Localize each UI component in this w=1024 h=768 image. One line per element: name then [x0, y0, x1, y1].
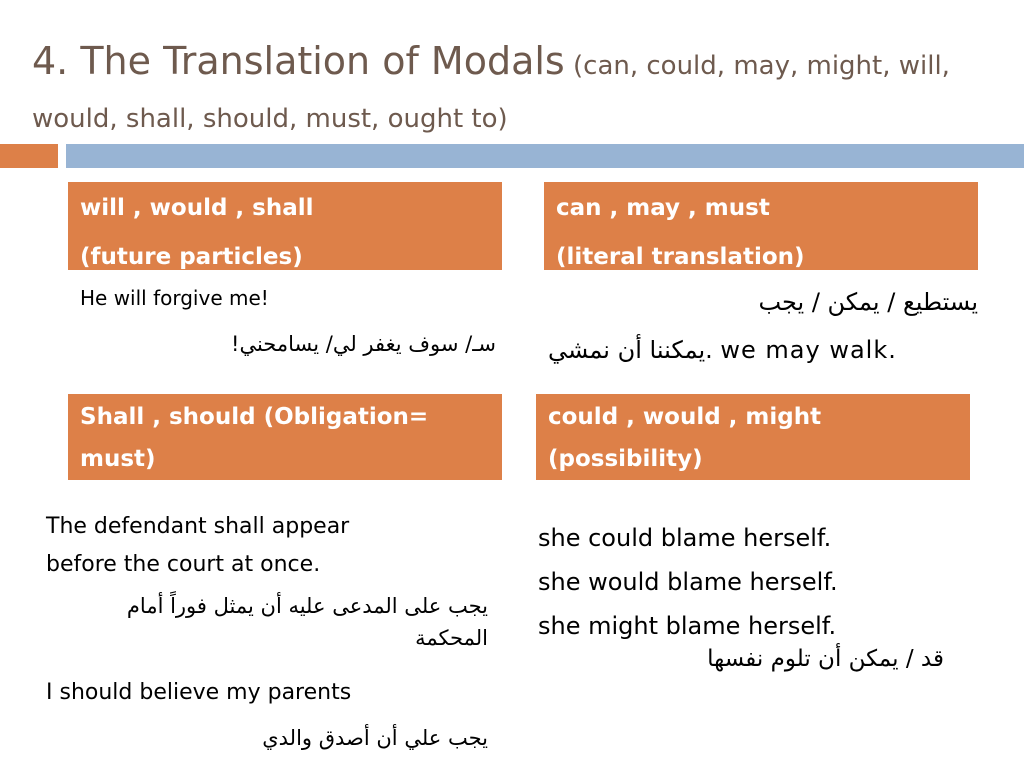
accent-bar-orange: [0, 144, 58, 168]
example-possibility-en: [538, 516, 838, 648]
example-shall-en-line2: before the court at once.: [46, 552, 321, 577]
example-may: [548, 336, 897, 364]
box-line2: must): [80, 446, 156, 472]
box-possibility: [536, 394, 970, 480]
title-sub: (can, could, may, might, will, would, shall, should, must, ought to): [32, 51, 950, 134]
example-could: she could blame herself.: [538, 524, 832, 552]
box-line2: (possibility): [548, 446, 703, 472]
example-will-ar: سـ/ سوف يغفر لي/ يسامحني!: [231, 332, 496, 356]
slide-title: [32, 36, 992, 147]
box-future-particles: [68, 182, 502, 270]
modals-literal-ar: يستطيع / يمكن / يجب: [758, 288, 978, 316]
box-line1: Shall , should (Obligation=: [80, 404, 429, 430]
example-would: she would blame herself.: [538, 568, 838, 596]
box-line2: (literal translation): [556, 244, 805, 270]
accent-bar-blue: [66, 144, 1024, 168]
example-possibility-ar: قد / يمكن أن تلوم نفسها: [707, 646, 944, 672]
box-line1: can , may , must: [556, 195, 770, 221]
example-might: she might blame herself.: [538, 612, 837, 640]
box-line2: (future particles): [80, 244, 303, 270]
box-line1: will , would , shall: [80, 195, 314, 221]
example-will-en: He will forgive me!: [80, 286, 269, 310]
example-shall-ar: يجب على المدعى عليه أن يمثل فوراً أمام المحكمة: [126, 594, 488, 650]
example-may-ar: يمكننا أن نمشي.: [548, 336, 713, 364]
example-may-en: we may walk.: [720, 336, 897, 364]
box-obligation: [68, 394, 502, 480]
box-literal-translation: [544, 182, 978, 270]
example-should-en: I should believe my parents: [46, 680, 352, 705]
box-line1: could , would , might: [548, 404, 822, 430]
example-shall-en: [46, 508, 349, 584]
title-main: 4. The Translation of Modals: [32, 39, 565, 83]
example-should-ar: يجب علي أن أصدق والدي: [262, 726, 488, 750]
example-shall-en-line1: The defendant shall appear: [46, 514, 350, 539]
